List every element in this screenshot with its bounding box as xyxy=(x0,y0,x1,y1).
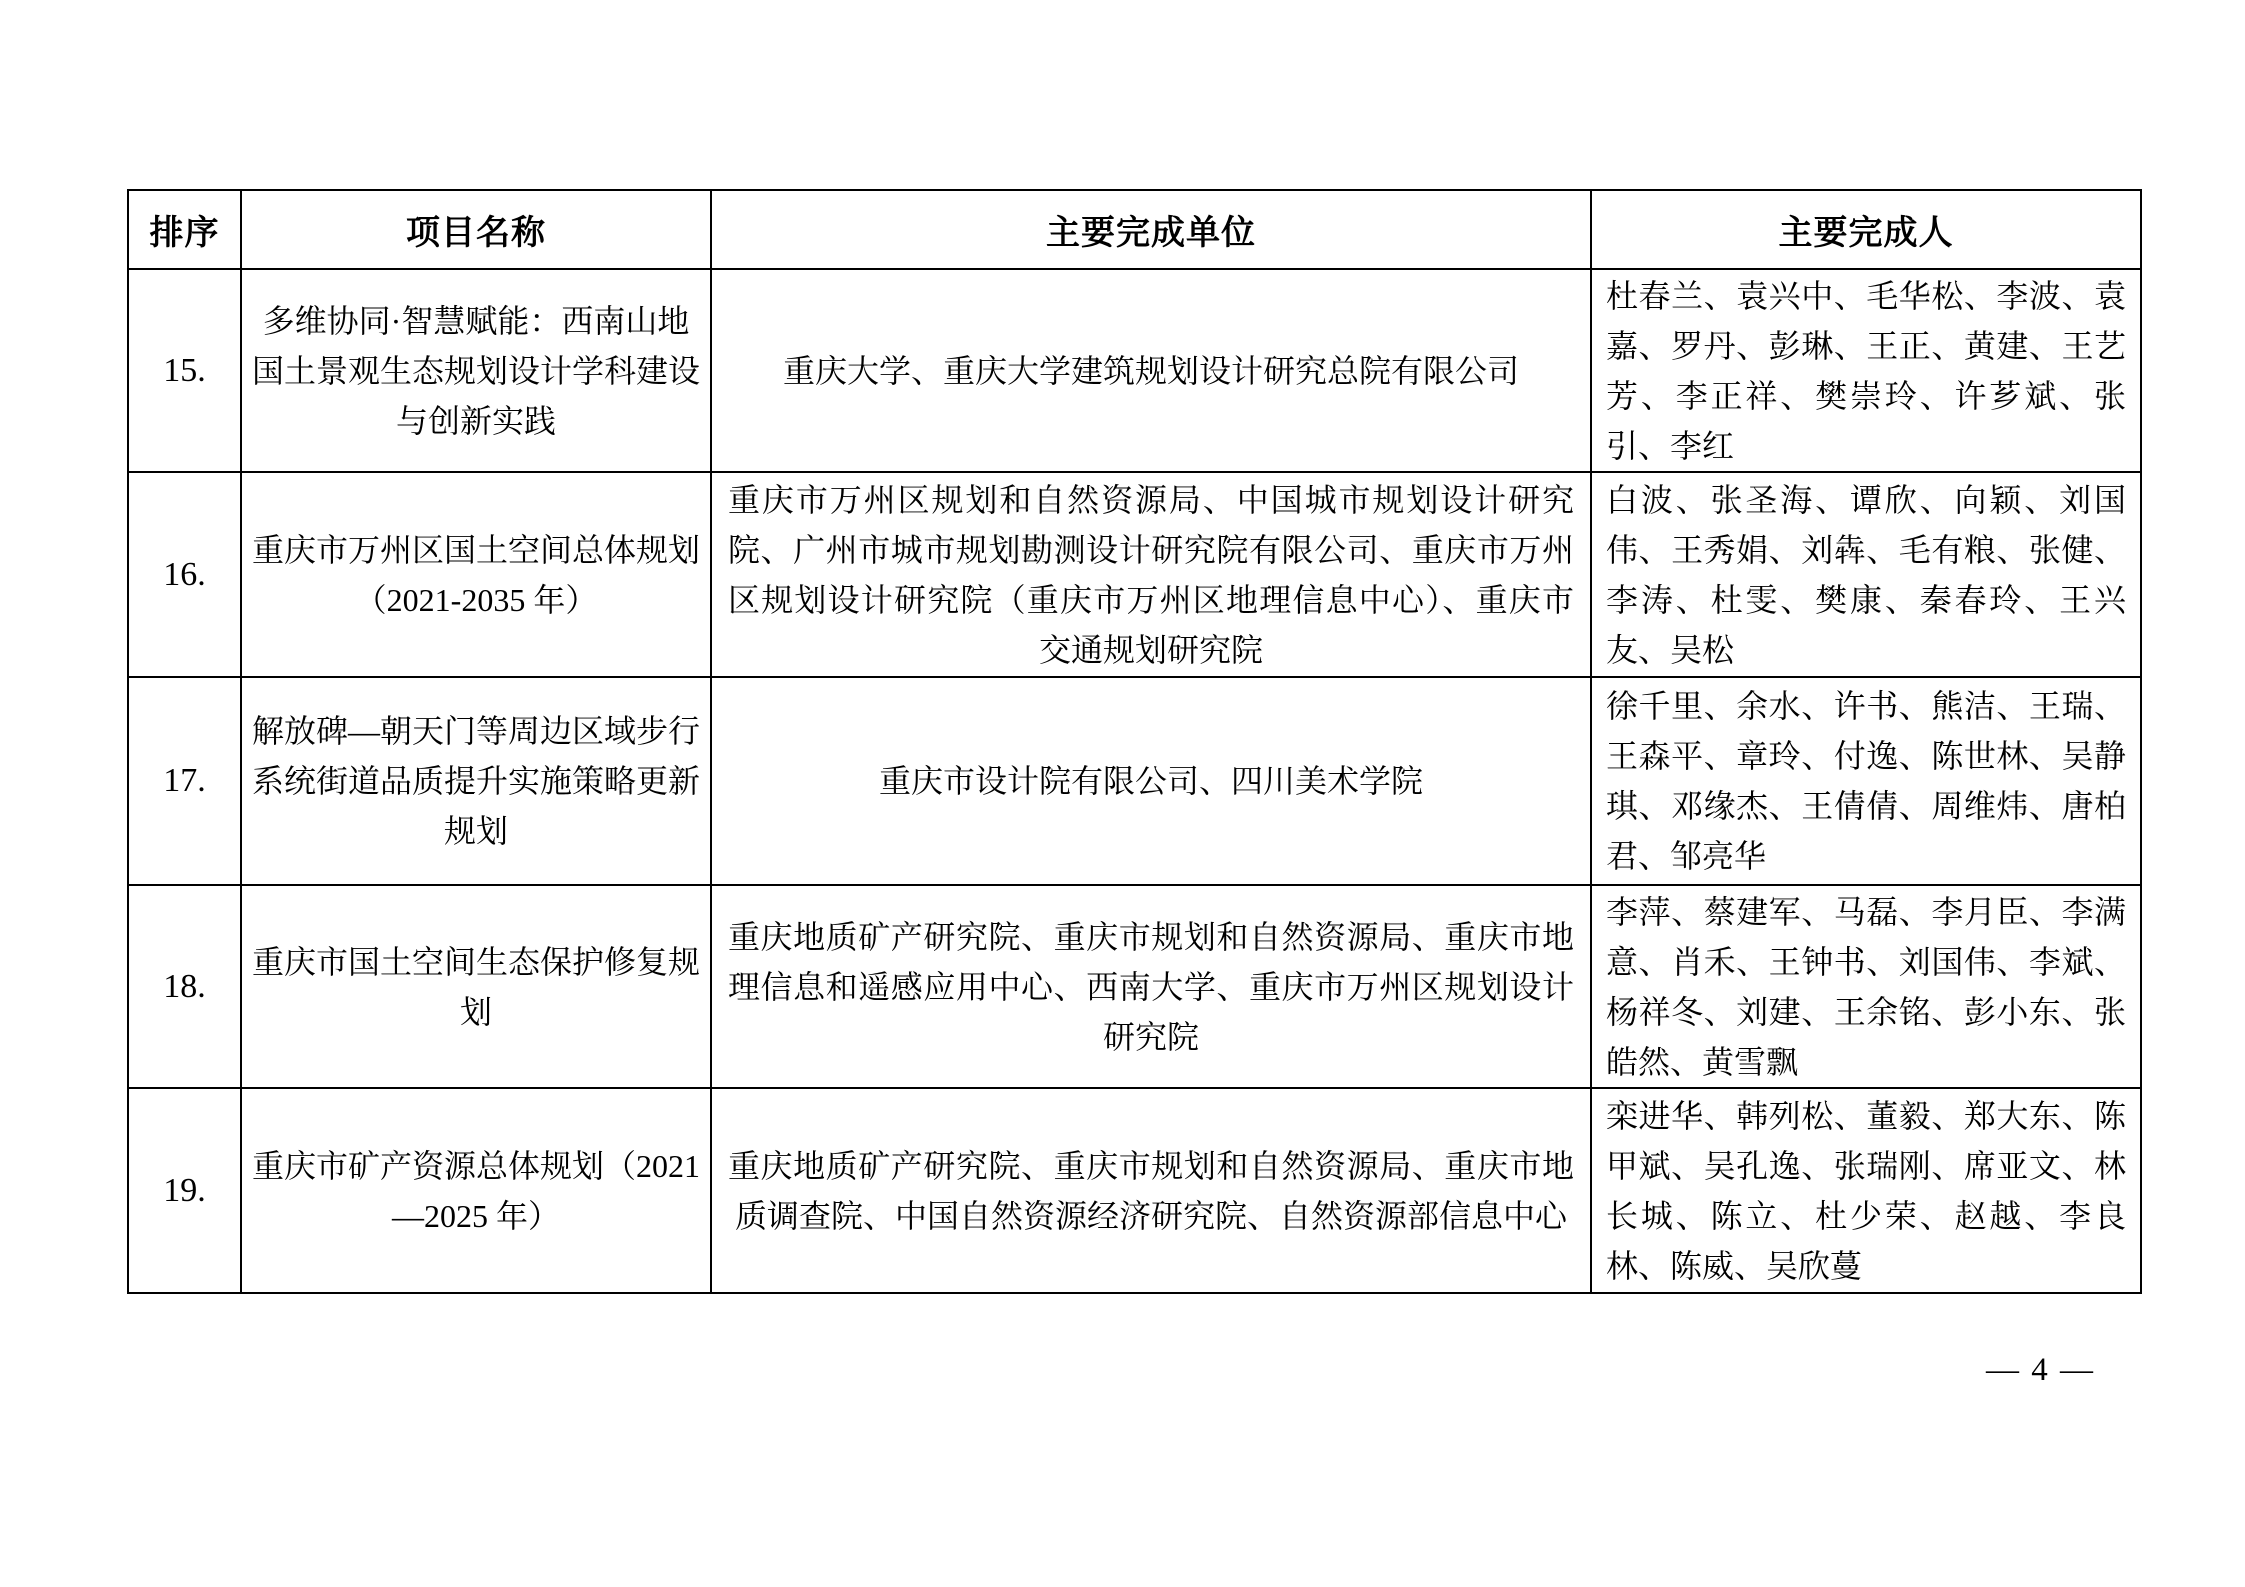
main-units-cell: 重庆地质矿产研究院、重庆市规划和自然资源局、重庆市地理信息和遥感应用中心、西南大学、重庆市万州区规划设计研究院 xyxy=(711,885,1591,1088)
main-people-cell: 白波、张圣海、谭欣、向颖、刘国伟、王秀娟、刘犇、毛有粮、张健、李涛、杜雯、樊康、秦春玲、王兴友、吴松 xyxy=(1591,472,2141,677)
project-name-cell: 解放碑—朝天门等周边区域步行系统街道品质提升实施策略更新规划 xyxy=(241,677,711,885)
header-main-units: 主要完成单位 xyxy=(711,190,1591,269)
rank-cell: 18. xyxy=(128,885,241,1088)
project-name-cell: 重庆市万州区国土空间总体规划（2021-2035 年） xyxy=(241,472,711,677)
rank-cell: 16. xyxy=(128,472,241,677)
table-row xyxy=(128,677,2141,885)
table-row xyxy=(128,472,2141,677)
table-row xyxy=(128,885,2141,1088)
header-rank: 排序 xyxy=(128,190,241,269)
project-name-cell: 多维协同·智慧赋能：西南山地国土景观生态规划设计学科建设与创新实践 xyxy=(241,269,711,472)
project-name-cell: 重庆市国土空间生态保护修复规划 xyxy=(241,885,711,1088)
table-row xyxy=(128,269,2141,472)
header-project-name: 项目名称 xyxy=(241,190,711,269)
page-number: — 4 — xyxy=(1986,1352,2095,1388)
main-people-cell: 徐千里、余水、许书、熊洁、王瑞、王森平、章玲、付逸、陈世林、吴静琪、邓缘杰、王倩倩、周维炜、唐柏君、邹亮华 xyxy=(1591,677,2141,885)
award-projects-table xyxy=(127,189,2142,1294)
header-main-people: 主要完成人 xyxy=(1591,190,2141,269)
main-units-cell: 重庆市万州区规划和自然资源局、中国城市规划设计研究院、广州市城市规划勘测设计研究院有限公司、重庆市万州区规划设计研究院（重庆市万州区地理信息中心）、重庆市交通规划研究院 xyxy=(711,472,1591,677)
rank-cell: 15. xyxy=(128,269,241,472)
table-header-row xyxy=(128,190,2141,269)
main-people-cell: 杜春兰、袁兴中、毛华松、李波、袁嘉、罗丹、彭琳、王正、黄建、王艺芳、李正祥、樊崇玲、许芗斌、张引、李红 xyxy=(1591,269,2141,472)
main-people-cell: 李萍、蔡建军、马磊、李月臣、李满意、肖禾、王钟书、刘国伟、李斌、杨祥冬、刘建、王余铭、彭小东、张皓然、黄雪飘 xyxy=(1591,885,2141,1088)
main-units-cell: 重庆地质矿产研究院、重庆市规划和自然资源局、重庆市地质调查院、中国自然资源经济研究院、自然资源部信息中心 xyxy=(711,1088,1591,1293)
table-row xyxy=(128,1088,2141,1293)
main-people-cell: 栾进华、韩列松、董毅、郑大东、陈甲斌、吴孔逸、张瑞刚、席亚文、林长城、陈立、杜少荣、赵越、李良林、陈威、吴欣蔓 xyxy=(1591,1088,2141,1293)
rank-cell: 17. xyxy=(128,677,241,885)
main-units-cell: 重庆市设计院有限公司、四川美术学院 xyxy=(711,677,1591,885)
rank-cell: 19. xyxy=(128,1088,241,1293)
main-units-cell: 重庆大学、重庆大学建筑规划设计研究总院有限公司 xyxy=(711,269,1591,472)
project-name-cell: 重庆市矿产资源总体规划（2021—2025 年） xyxy=(241,1088,711,1293)
